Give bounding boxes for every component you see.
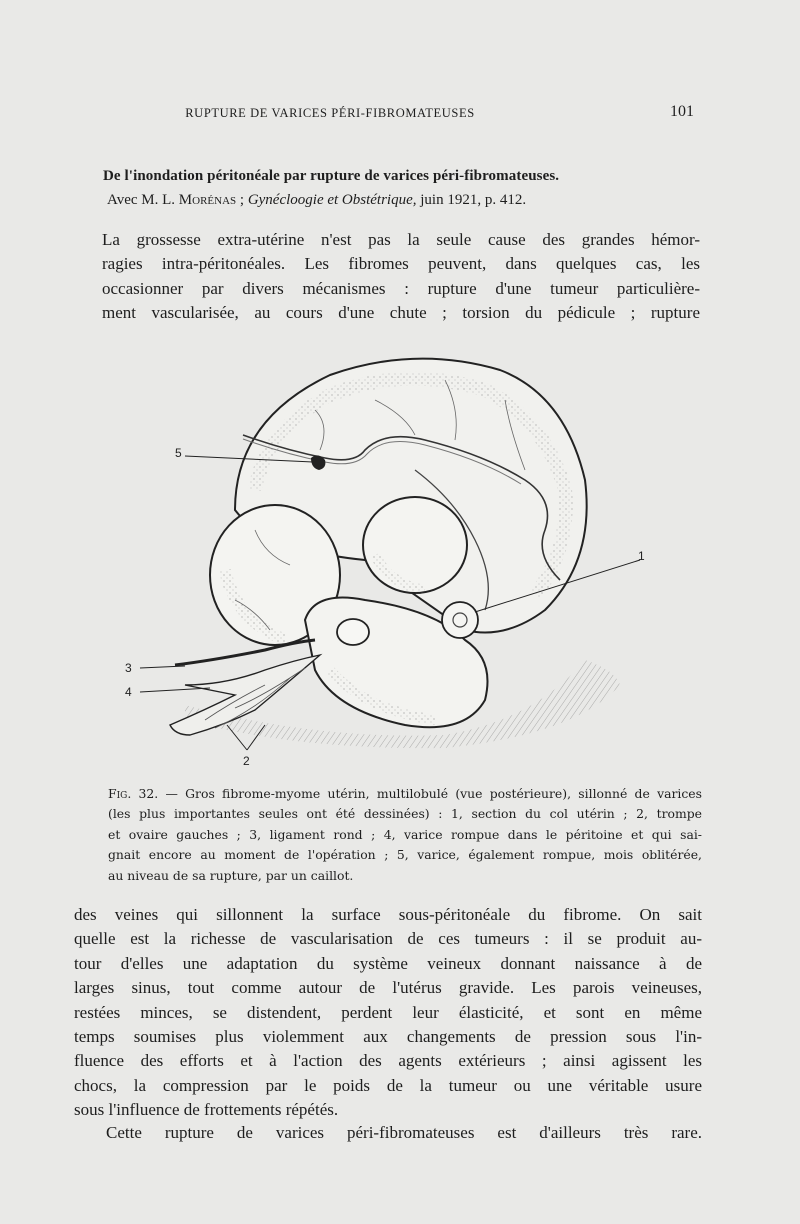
fibroma-illustration	[115, 340, 675, 780]
reference-journal: Gynécloogie et Obstétrique,	[247, 192, 417, 208]
text-line: La grossesse extra-utérine n'est pas la seule cause des grandes hémor-	[102, 230, 700, 249]
paragraph-2	[74, 903, 702, 1123]
bibliographic-reference	[107, 192, 707, 209]
section-heading: De l'inondation péritonéale par rupture de varices péri-fibromateuses.	[103, 168, 560, 184]
text-line: tour d'elles une adaptation du système veineux donnant naissance à de	[74, 953, 702, 973]
text-line: occasionner par divers mécanismes : rupture d'une tumeur particulière-	[102, 278, 700, 298]
paragraph-3	[106, 1121, 702, 1145]
text-line: sous l'influence de frottements répétés.	[74, 1100, 339, 1120]
small-nodule	[337, 619, 369, 645]
caption-line: Fig. 32. — Gros fibrome-myome utérin, multilobulé (vue postérieure), sillonné de varices	[108, 786, 702, 801]
text-line: restées minces, se distendent, perdent leur élasticité, et sont en même	[74, 1002, 702, 1022]
text-line: ment vascularisée, au cours d'une chute ; torsion du pédicule ; rupture	[102, 303, 700, 323]
caption-line: gnait encore au moment de l'opération ; 5, varice, également rompue, mois oblitérée,	[108, 847, 702, 863]
figure-label-1: 1	[638, 549, 645, 563]
reference-suffix: juin 1921, p. 412.	[416, 192, 527, 208]
figure-label-5: 5	[175, 446, 182, 460]
figure-label-4: 4	[125, 685, 132, 699]
anatomical-figure	[115, 340, 675, 780]
text-line: Cette rupture de varices péri-fibromateuses est d'ailleurs très rare.	[106, 1123, 702, 1142]
text-line: des veines qui sillonnent la surface sous-péritonéale du fibrome. On sait	[74, 905, 702, 924]
text-line: chocs, la compression par le poids de la tumeur ou une véritable usure	[74, 1075, 702, 1095]
text-line: ragies intra-péritonéales. Les fibromes peuvent, dans quelques cas, les	[102, 254, 700, 274]
paragraph-1	[102, 228, 700, 326]
caption-line: au niveau de sa rupture, par un caillot.	[108, 867, 354, 883]
running-title: RUPTURE DE VARICES PÉRI-FIBROMATEUSES	[185, 106, 475, 120]
middle-lobe	[363, 497, 467, 593]
text-line: larges sinus, tout comme autour de l'utérus gravide. Les parois veineuses,	[74, 978, 702, 998]
reference-prefix: Avec M. L.	[107, 192, 176, 208]
figure-label-2: 2	[243, 754, 250, 768]
cervix-section	[442, 602, 478, 638]
figure-number: Fig. 32.	[108, 786, 159, 801]
text-line: temps soumises plus violemment aux changements de pression sous l'in-	[74, 1027, 702, 1047]
caption-line: (les plus importantes seules ont été dessinées) : 1, section du col utérin ; 2, trompe	[108, 806, 702, 822]
text-line: fluence des efforts et à l'action des agents extérieurs ; ainsi agissent les	[74, 1051, 702, 1071]
page-number: 101	[670, 103, 694, 120]
caption-line: et ovaire gauches ; 3, ligament rond ; 4, varice rompue dans le péritoine et qui sai-	[108, 826, 702, 842]
reference-separator: ;	[236, 192, 248, 208]
figure-label-3: 3	[125, 661, 132, 675]
text-line: quelle est la richesse de vascularisation de ces tumeurs : il se produit au-	[74, 929, 702, 949]
reference-author: Morénas	[178, 192, 237, 208]
figure-caption	[82, 784, 702, 886]
